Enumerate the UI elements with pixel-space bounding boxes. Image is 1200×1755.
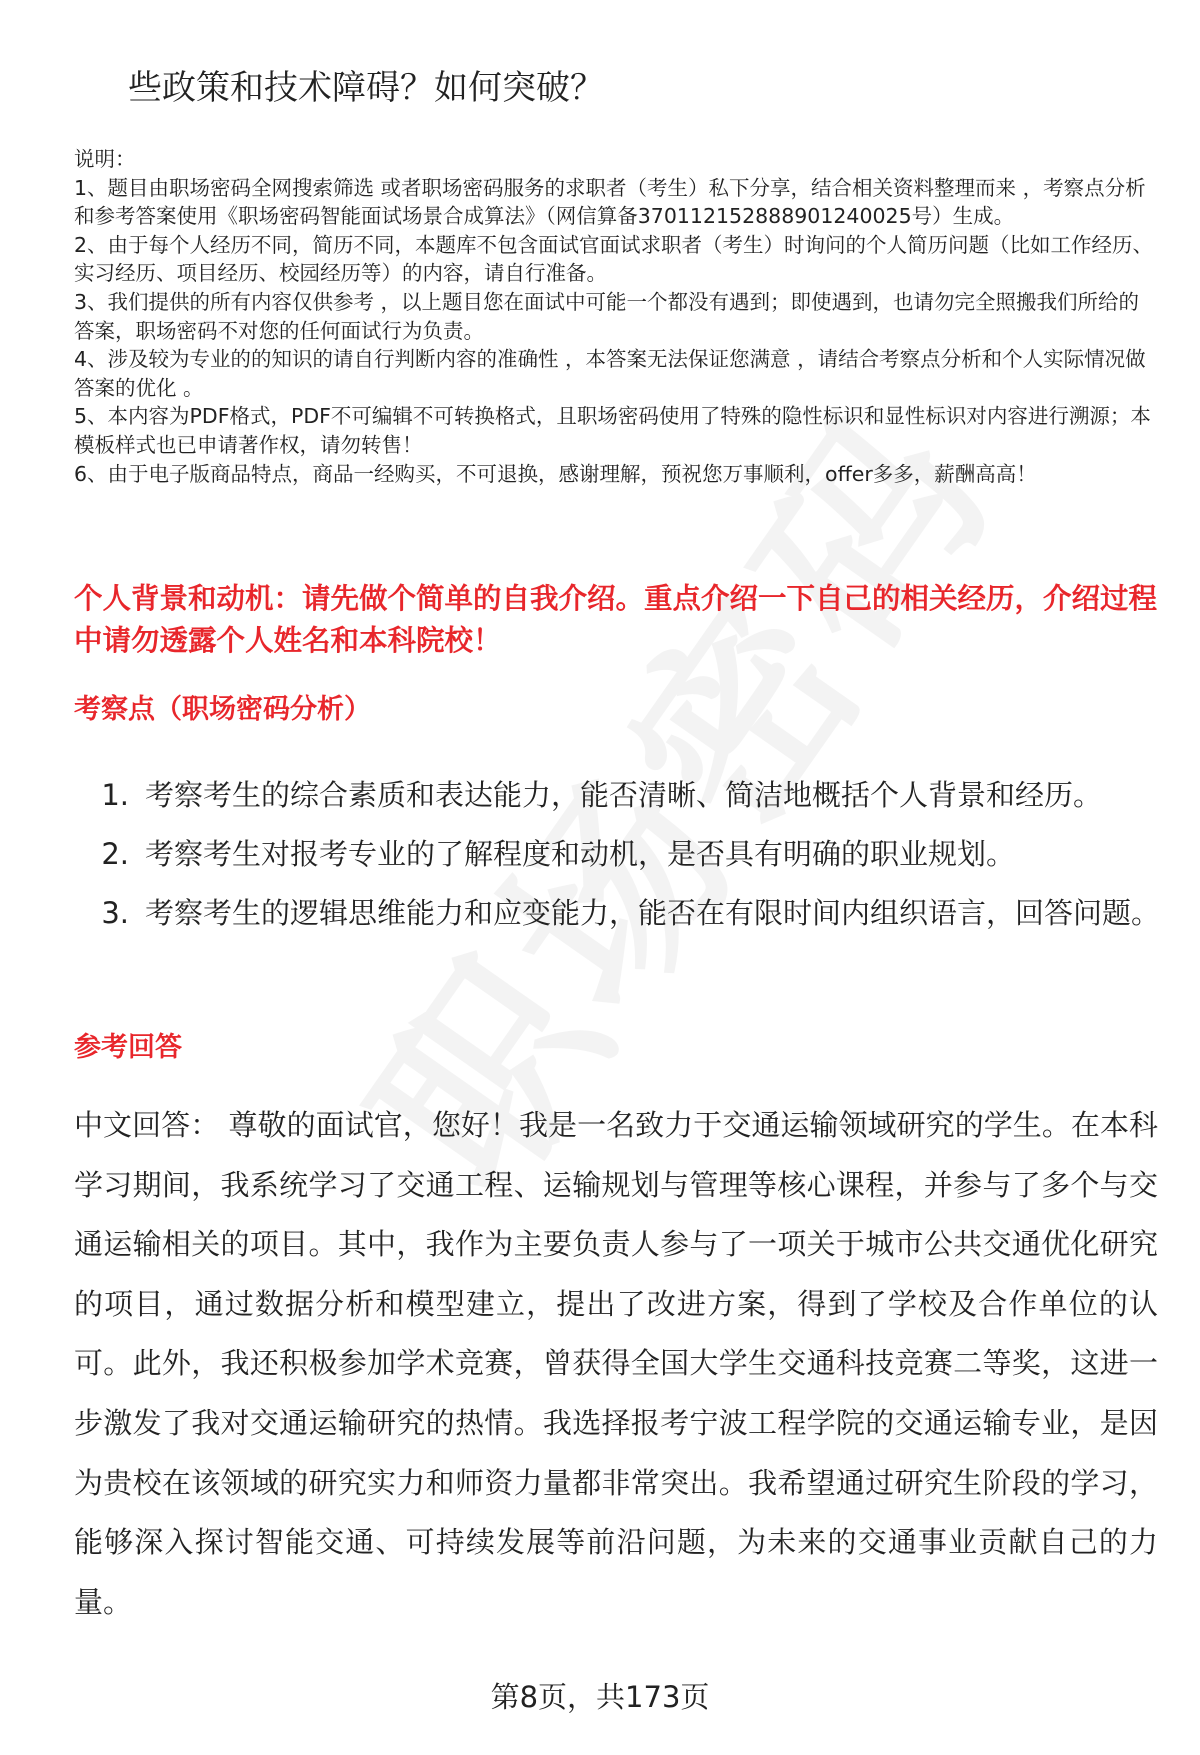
answer-heading: 参考回答 (74, 1032, 182, 1063)
analysis-points-list (74, 766, 1164, 943)
note-item-5: 5、本内容为PDF格式，PDF不可编辑不可转换格式，且职场密码使用了特殊的隐性标识和显性标识对内容进行溯源；本模板样式也已申请著作权，请勿转售！ (74, 404, 1151, 457)
analysis-heading: 考察点（职场密码分析） (74, 694, 371, 725)
question-continuation: 些政策和技术障碍？如何突破？ (128, 68, 604, 108)
list-item (74, 766, 1164, 825)
note-item-1: 1、题目由职场密码全网搜索筛选 或者职场密码服务的求职者（考生）私下分享，结合相关资料整理而来 ，考察点分析和参考答案使用《职场密码智能面试场景合成算法》（网信算备370112152888901240025号）生成。 (74, 175, 1146, 229)
page-number: 第8页，共173页 (490, 1680, 710, 1714)
list-item-text: 考察考生对报考专业的了解程度和动机，是否具有明确的职业规划。 (145, 837, 1016, 871)
list-item-text: 考察考生的逻辑思维能力和应变能力，能否在有限时间内组织语言，回答问题。 (145, 896, 1161, 930)
list-item-text: 考察考生的综合素质和表达能力，能否清晰、简洁地概括个人背景和经历。 (145, 778, 1103, 812)
answer-body: 中文回答： 尊敬的面试官，您好！我是一名致力于交通运输领域研究的学生。在本科学习期间，我系统学习了交通工程、运输规划与管理等核心课程，并参与了多个与交通运输相关的项目。其中，我作为主要负责人参与了一项关于城市公共交通优化研究的项目，通过数据分析和模型建立，提出了改进方案，得到了学校及合作单位的认可。此外，我还积极参加学术竞赛，曾获得全国大学生交通科技竞赛二等奖，这进一步激发了我对交通运输研究的热情。我选择报考宁波工程学院的交通运输专业，是因为贵校在该领域的研究实力和师资力量都非常突出。我希望通过研究生阶段的学习，能够深入探讨智能交通、可持续发展等前沿问题，为未来的交通事业贡献自己的力量。 (74, 1108, 1158, 1619)
note-item-2: 2、由于每个人经历不同，简历不同，本题库不包含面试官面试求职者（考生）时询问的个人简历问题（比如工作经历、实习经历、项目经历、校园经历等）的内容，请自行准备。 (74, 232, 1154, 286)
list-item (74, 884, 1164, 943)
note-item-3: 3、我们提供的所有内容仅供参考 ，以上题目您在面试中可能一个都没有遇到；即使遇到，也请勿完全照搬我们所给的答案，职场密码不对您的任何面试行为负责。 (74, 289, 1140, 343)
note-item-6: 6、由于电子版商品特点，商品一经购买，不可退换，感谢理解，预祝您万事顺利，offer多多，薪酬高高！ (74, 461, 1037, 486)
notes-section (74, 145, 1154, 488)
list-item-number: 1. (101, 778, 129, 812)
notes-title: 说明： (74, 147, 136, 171)
list-item-number: 2. (101, 837, 129, 871)
note-item-4: 4、涉及较为专业的的知识的请自行判断内容的准确性 ，本答案无法保证您满意 ，请结合考察点分析和个人实际情况做答案的优化 。 (74, 347, 1146, 400)
list-item (74, 825, 1164, 884)
list-item-number: 3. (101, 896, 129, 930)
question-heading: 个人背景和动机：请先做个简单的自我介绍。重点介绍一下自己的相关经历，介绍过程中请勿透露个人姓名和本科院校！ (74, 582, 1158, 657)
